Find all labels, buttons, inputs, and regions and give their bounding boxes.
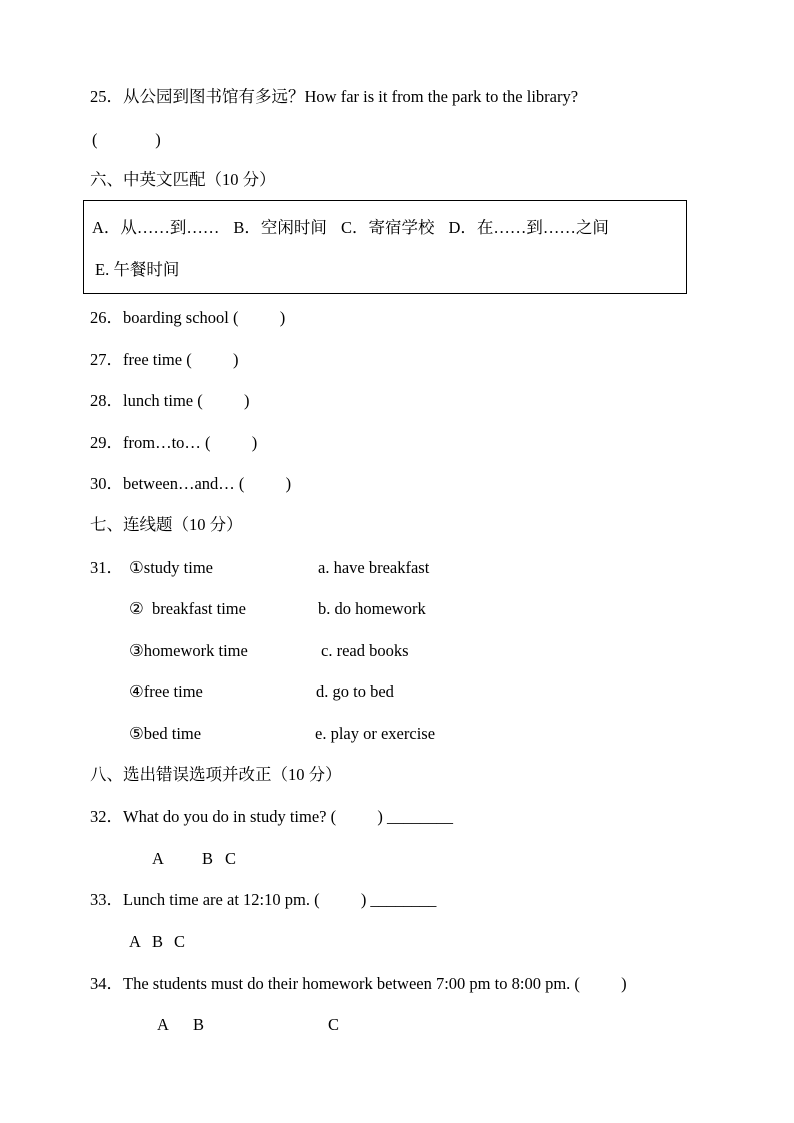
left-item-1: ①study time [129, 558, 213, 577]
q32-label-b: B [202, 849, 214, 868]
left-item-5: ⑤bed time [129, 724, 202, 743]
question-33: 33．Lunch time are at 12:10 pm. ( ) ________ [90, 890, 437, 909]
question-28: 28．lunch time ( ) [90, 391, 250, 410]
right-item-d: d. go to bed [316, 682, 394, 701]
right-item-b: b. do homework [318, 599, 426, 618]
option-a: A．从……到…… [92, 218, 220, 237]
q34-label-a: A [157, 1015, 169, 1034]
question-25: 25．从公园到图书馆有多远？How far is it from the park to the library? [90, 87, 579, 106]
question-30: 30．between…and… ( ) [90, 474, 292, 493]
option-b: B．空闲时间 [233, 218, 327, 237]
q33-label-b: B [152, 932, 164, 951]
question-27: 27．free time ( ) [90, 350, 239, 369]
q33-label-a: A [129, 932, 141, 951]
q32-label-c: C [225, 849, 237, 868]
q34-label-c: C [328, 1015, 340, 1034]
question-31-number: 31． [90, 558, 123, 577]
q34-label-b: B [193, 1015, 205, 1034]
q32-label-a: A [152, 849, 164, 868]
option-c: C．寄宿学校 [340, 218, 435, 237]
q33-label-c: C [174, 932, 186, 951]
option-e: E. 午餐时间 [95, 260, 180, 279]
left-item-2: ② breakfast time [129, 599, 246, 618]
right-item-c: c. read books [321, 641, 409, 660]
left-item-3: ③homework time [129, 641, 248, 660]
question-29: 29．from…to… ( ) [90, 433, 258, 452]
left-item-4: ④free time [129, 682, 203, 701]
question-26: 26．boarding school ( ) [90, 308, 286, 327]
right-item-a: a. have breakfast [318, 558, 430, 577]
answer-blank-25[interactable]: ( ) [92, 130, 161, 149]
section-7-title: 七、连线题（10 分） [90, 515, 243, 534]
option-d: D．在……到……之间 [448, 218, 609, 237]
question-34: 34．The students must do their homework between 7:00 pm to 8:00 pm. ( ) [90, 974, 627, 993]
right-item-e: e. play or exercise [315, 724, 436, 743]
question-32: 32．What do you do in study time? ( ) ________ [90, 807, 453, 826]
section-8-title: 八、选出错误选项并改正（10 分） [90, 765, 342, 784]
section-6-title: 六、中英文匹配（10 分） [90, 170, 276, 189]
options-line-1 [92, 218, 609, 238]
